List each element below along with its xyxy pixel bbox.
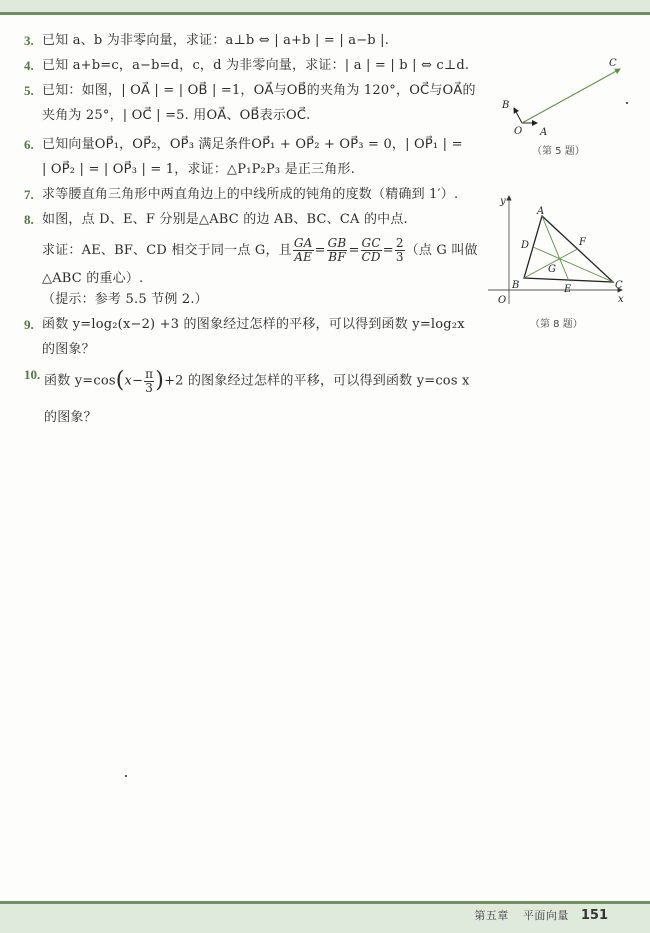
proof-statement: 求证：AE、BF、CD 相交于同一点 G，且 $\frac{GA}{AE}$ = $\frac{GB}{BF}$ = $\frac{GC}{CD}$ = $\frac{2}{3}$ （点 G 叫做 (42, 236, 478, 264)
exercise-number: 4. (24, 58, 34, 73)
label-O: O (514, 126, 523, 137)
exercise-number: 7. (24, 187, 34, 202)
exercise-text-cont: | OP⃗₂ | = | OP⃗₃ | = 1，求证：△P₁P₂P₃ 是正三角形. (42, 162, 355, 177)
figure-exercise-5 (494, 52, 644, 162)
exercise-text: 如图，点 D、E、F 分别是△ABC 的边 AB、BC、CA 的中点. (42, 212, 408, 227)
label-E: E (564, 284, 572, 295)
label-A: A (537, 206, 545, 217)
exercise-text: 已知 a+b=c，a−b=d，c，d 为非零向量，求证：| a | = | b | ⇔ c⊥d. (42, 58, 470, 73)
label-B: B (512, 280, 520, 291)
label-A: A (540, 127, 548, 138)
top-rule (0, 12, 650, 15)
exercise-text: 函数 y=log₂(x−2) +3 的图象经过怎样的平移，可以得到函数 y=log₂x (42, 317, 465, 332)
print-speck (626, 102, 628, 104)
exercise-8 (24, 209, 484, 310)
exercise-text: 已知：如图，| OA⃗ | = | OB⃗ | =1，OA⃗与OB⃗的夹角为 120°，OC⃗与OA⃗的 (42, 83, 476, 98)
label-x: x (618, 294, 624, 305)
label-B: B (502, 100, 510, 111)
formula-prefix: 函数 y=cos (44, 373, 116, 389)
fraction-ga-ae: $\frac{GA}{AE}$ (293, 236, 313, 264)
section-label: 平面向量 (522, 909, 569, 922)
top-band (0, 0, 650, 12)
label-G: G (548, 264, 556, 275)
formula-inner: x− (124, 373, 144, 389)
exercise-4 (24, 55, 484, 76)
triangle-centroid-diagram (484, 186, 644, 336)
exercise-3 (24, 30, 484, 51)
page-number: 151 (580, 908, 608, 923)
figure-caption: （第 5 题） (532, 146, 585, 157)
proof-prefix: 求证：AE、BF、CD 相交于同一点 G，且 (42, 243, 292, 258)
figure-caption: （第 8 题） (530, 319, 583, 330)
exercise-text (44, 364, 484, 399)
label-C: C (609, 58, 617, 69)
exercise-9 (24, 314, 484, 360)
exercise-text-cont: 夹角为 25°，| OC⃗ | =5. 用OA⃗、OB⃗表示OC⃗. (42, 108, 311, 123)
exercise-10 (24, 364, 484, 428)
label-y: y (500, 196, 506, 207)
exercise-text: 已知 a、b 为非零向量，求证：a⊥b ⇔ | a+b | = | a−b |. (42, 33, 390, 48)
label-D: D (521, 240, 530, 251)
page-footer (474, 907, 608, 923)
chapter-label: 第五章 (474, 909, 509, 922)
exercise-text-cont: 的图象？ (42, 342, 95, 357)
right-paren: ) (155, 368, 165, 393)
exercise-number: 6. (24, 137, 34, 152)
label-O: O (498, 295, 507, 306)
proof-suffix: （点 G 叫做 (405, 243, 478, 258)
exercise-number: 5. (24, 83, 34, 98)
fraction-two-thirds: $\frac{2}{3}$ (395, 236, 404, 264)
formula-suffix: +2 的图象经过怎样的平移，可以得到函数 y=cos x (164, 373, 470, 389)
exercise-number: 3. (24, 33, 34, 48)
proof-line-2: △ABC 的重心）. (42, 271, 144, 286)
exercise-text: 求等腰直角三角形中两直角边上的中线所成的钝角的度数（精确到 1′）. (42, 187, 459, 202)
fraction-gb-bf: $\frac{GB}{BF}$ (327, 236, 347, 264)
exercise-number: 8. (24, 212, 34, 227)
exercise-number: 9. (24, 317, 34, 332)
label-C: C (615, 280, 623, 291)
exercise-list (24, 30, 484, 428)
label-F: F (579, 237, 586, 248)
exercise-number: 10. (24, 367, 41, 382)
exercise-text: 已知向量OP⃗₁，OP⃗₂，OP⃗₃ 满足条件OP⃗₁ + OP⃗₂ + OP⃗₃ = 0，| OP⃗₁ | = (42, 137, 463, 152)
exercise-5 (24, 80, 484, 126)
print-speck (125, 775, 127, 777)
exercise-text-cont: 的图象？ (44, 409, 97, 425)
exercise-7 (24, 184, 484, 205)
hint-text: （提示：参考 5.5 节例 2.） (42, 292, 208, 307)
exercise-6 (24, 134, 484, 180)
fraction-pi-3: $\frac{\pi}{3}$ (145, 366, 154, 395)
fraction-gc-cd: $\frac{GC}{CD}$ (361, 236, 381, 264)
figure-exercise-8 (484, 186, 644, 336)
left-paren: ( (115, 368, 125, 393)
